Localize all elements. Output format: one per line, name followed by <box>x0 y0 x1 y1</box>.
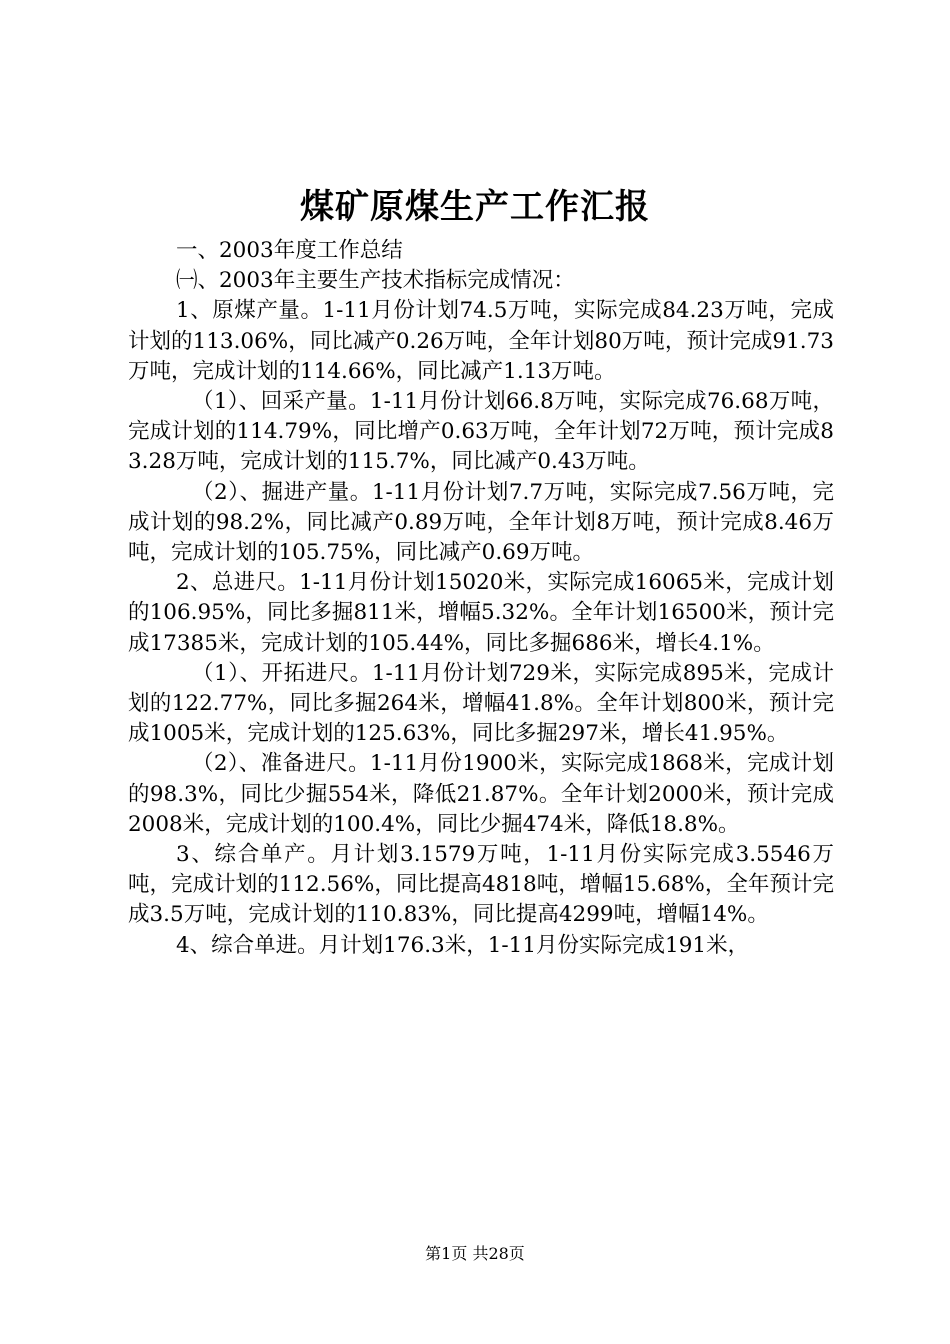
section-heading: 一、2003年度工作总结 <box>176 238 403 263</box>
document-body <box>128 236 834 961</box>
document-title: 煤矿原煤生产工作汇报 <box>300 187 650 227</box>
paragraph-unit-output: 3、综合单产。月计划3.1579万吨，1-11月份实际完成3.5546万吨，完成计划的112.56%，同比提高4818吨，增幅15.68%，全年预计完成3.5万吨，完成计划的110.83%，同比提高4299吨，增幅14%。 <box>128 842 834 928</box>
paragraph-tunneling-output: （2）、掘进产量。1-11月份计划7.7万吨，实际完成7.56万吨，完成计划的98.2%，同比减产0.89万吨，全年计划8万吨，预计完成8.46万吨，完成计划的105.75%，同比减产0.69万吨。 <box>128 479 834 566</box>
subsection-heading: ㈠、2003年主要生产技术指标完成情况： <box>176 268 575 294</box>
paragraph-total-footage: 2、总进尺。1-11月份计划15020米，实际完成16065米，完成计划的106.95%，同比多掘811米，增幅5.32%。全年计划16500米，预计完成17385米，完成计划的105.44%，同比多掘686米，增长4.1%。 <box>128 570 834 656</box>
paragraph-preparation-footage: （2）、准备进尺。1-11月份1900米，实际完成1868米，完成计划的98.3%，同比少掘554米，降低21.87%。全年计划2000米，预计完成2008米，完成计划的100.4%，同比少掘474米，降低18.8%。 <box>128 751 834 837</box>
page-number: 第1页 共28页 <box>425 1244 525 1263</box>
paragraph-unit-advance: 4、综合单进。月计划176.3米，1-11月份实际完成191米， <box>176 932 750 958</box>
paragraph-development-footage: （1）、开拓进尺。1-11月份计划729米，实际完成895米，完成计划的122.77%，同比多掘264米，增幅41.8%。全年计划800米，预计完成1005米，完成计划的125.63%，同比多掘297米，增长41.95%。 <box>128 660 834 747</box>
paragraph-raw-coal-output: 1、原煤产量。1-11月份计划74.5万吨，实际完成84.23万吨，完成计划的113.06%，同比减产0.26万吨，全年计划80万吨，预计完成91.73万吨，完成计划的114.66%，同比减产1.13万吨。 <box>128 298 834 384</box>
paragraph-mining-output: （1）、回采产量。1-11月份计划66.8万吨，实际完成76.68万吨，完成计划的114.79%，同比增产0.63万吨，全年计划72万吨，预计完成83.28万吨，完成计划的115.7%，同比减产0.43万吨。 <box>128 389 834 475</box>
